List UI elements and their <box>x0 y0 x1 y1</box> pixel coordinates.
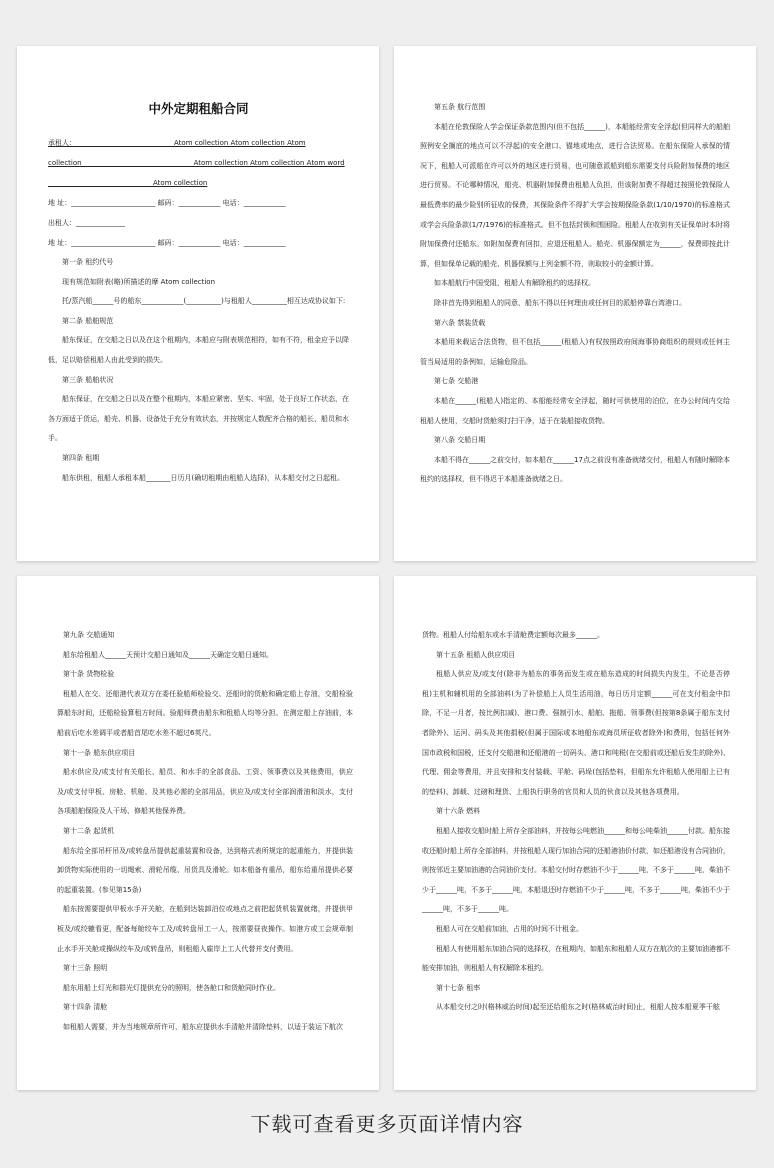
article-paragraph: 租船人供应及/或支付(除非为船东的事务而发生或在船东造成的时间损失内发生，不论是否停租)主机和辅机用的全部油料(为了补偿船上人员生活用油，每日历月定额______可在支付租金中扣除，不足一月者，按比例扣减)、港口费、强制引水、船舶、拖船、领事费(但按第8条属于船东支付者除外)、运河、码头及其他捐税(但属于国际或本地船东或海员所征收者除外)和费用，包括任何外国市政税和国税，还支付交船港和还船港的一切码头、港口和吨税(在交船前或还船后发生的除外)、代理、佣金等费用，并且安排和支付装载、平舱、码垛(包括垫料，但船东允许租船人使用船上已有的垫料)、卸载、过磅和理货、上船执行职务的官员和人员的伙食以及其他各项费用。 <box>422 670 730 796</box>
article-heading: 第四条 租期 <box>62 453 100 462</box>
page-1-body <box>48 253 349 488</box>
article-paragraph: 船东给全部吊杆吊及/或转盘吊提供起重装置和设备，达到格式表所规定的起重能力，并提供装卸货物实际使用的一切绳索、滑轮吊缆、吊货具及滑轮。如本船备有重吊，船东给重吊提供必要的起重装置。(参见第15条) <box>57 846 353 894</box>
article-heading: 第十二条 起货机 <box>63 826 115 835</box>
contract-page-2 <box>394 46 756 561</box>
article-paragraph: 船东用船上灯光和群光灯提供充分的照明，使各舱口和货舱同时作业。 <box>63 983 280 992</box>
lessee-line-cont2: ______________________________Atom collection <box>48 179 208 187</box>
article-paragraph: 船东给租船人______天预计交船日通知及______天确定交船日通知。 <box>63 650 273 659</box>
article-paragraph: 本船不得在______之前交付，如本船在______17点之前没有准备就绪交付，租船人有随时解除本租约的选择权，但不得迟于本船准备就绪之日。 <box>420 455 730 484</box>
article-paragraph: 租船人在交、还船港代表双方在委任验船师检验交、还船时的货舱和确定船上存油，交船检验算船东时间，还船检验算租方时间。验船师费由船东和租船人均等分担。在测定船上存油前，本船前后吃水差调平或者船首尾吃水差不超过6英尺。 <box>57 689 353 737</box>
lessor-line: 出租人：______________ <box>48 219 125 227</box>
page-2-body <box>420 98 730 490</box>
article-heading: 第六条 禁装货载 <box>434 318 486 327</box>
article-paragraph: 如租船人需要，并为当地规章所许可，船东应提供水手清舱并清除垫料，以适于装运下航次 <box>63 1022 343 1031</box>
article-heading: 第二条 船舶规范 <box>62 316 114 325</box>
download-more-banner[interactable]: 下载可查看更多页面详情内容 <box>250 1112 524 1136</box>
article-paragraph: 船水供应及/或支付有关船长、船员、和水手的全部食品、工资、领事费以及其他费用，供应及/或支付甲板、房舱、机舱、及其他必需的全部用品，供应及/或支付全部润滑油和淡水，支付各项船舶保险及人干场、修船其他保养费。 <box>57 768 353 816</box>
article-paragraph: 除非首先得到租船人的同意，船东不得以任何理由或任何目的派船停靠台湾港口。 <box>434 298 686 307</box>
lessee-line: 承租人：____________________________Atom collection Atom collection Atom <box>48 139 306 147</box>
contract-page-1 <box>17 46 379 561</box>
article-paragraph: 租船人有使用船东加油合同的选择权，在租期内，如船东和租船人双方在航次的主要加油港都不能安排加油，则租船人有权解除本租约。 <box>422 944 730 973</box>
article-heading: 第八条 交船日期 <box>434 436 486 445</box>
document-title: 中外定期租船合同 <box>148 101 249 116</box>
article-paragraph: 托/蒸汽船______号的船东____________(__________)与租船人__________相互达成协议如下: <box>62 297 346 306</box>
lessor-address-line: 地 址：________________________ 邮码：____________ 电话：____________ <box>48 239 286 247</box>
article-heading: 第十三条 照明 <box>63 964 108 973</box>
article-paragraph: 租船人接收交船时船上所存全部油料，并按每公吨燃油______和每公吨柴油______付款。船东接收还船时船上所存全部油料，并按租船人现行加油合同的还船港油价付款，如还船港没有合同油价，则按邻近主要加油港的合同油价支付。本船交付时存燃油不少于______吨，不多于______吨，柴油不少于______吨，不多于______吨，本船退还时存燃油不少于______吨，不多于______吨，柴油不少于______吨，不多于______吨。 <box>422 826 730 914</box>
contract-page-3 <box>17 576 379 1090</box>
article-heading: 第九条 交船通知 <box>63 631 115 639</box>
article-heading: 第十一条 船东供应项目 <box>63 748 136 757</box>
article-heading: 第五条 航行范围 <box>434 103 486 111</box>
article-paragraph: 货物。租船人付给船东或水手清舱费定额每次最多______。 <box>422 631 604 639</box>
lessee-line-cont: collection________________________________Atom collection Atom collection Atom word <box>48 159 345 167</box>
article-heading: 第十七条 租率 <box>436 983 481 992</box>
article-paragraph: 船东保证，在交船之日以及在整个租期内，本船应紧密、坚实、牢固，处于良好工作状态，在各方面适于货运，船壳、机器、设备处于充分有效状态，并按规定人数配齐合格的船长、船员和水手。 <box>48 395 349 443</box>
article-paragraph: 本船在______(租船人)指定的、本船能经常安全浮起，随时可供使用的泊位，在办公时间内交给租船人使用，交船时货舱须打扫干净，适于在装船接收货物。 <box>420 396 730 425</box>
article-paragraph: 船东保证，在交船之日以及在这个租期内，本船应与附表规范相符，如有不符，租金应予以降低，足以赔偿租船人由此受到的损失。 <box>48 336 349 364</box>
page-3-body <box>57 626 353 1037</box>
article-paragraph: 租船人可在交船前加油，占用的时间不计租金。 <box>436 924 583 933</box>
article-paragraph: 本船用来载运合法货物，但不包括______(租船人)有权按照政府间海事协商组织的规则或任何主管当局适用的条例如，运输危险品。 <box>420 338 730 366</box>
article-paragraph: 现有规范如附表(略)所描述的摩 Atom collection <box>62 277 216 286</box>
article-heading: 第三条 船舶状况 <box>62 375 114 384</box>
lessee-address-line: 地 址：________________________ 邮码：____________ 电话：____________ <box>48 199 286 207</box>
article-heading: 第十五条 租船人供应项目 <box>436 650 516 659</box>
article-heading: 第十条 货物检验 <box>63 670 115 679</box>
article-heading: 第十四条 清舱 <box>63 1003 108 1012</box>
article-paragraph: 船东按需要提供甲板水手开关舱，在船到达装卸泊位或地点之前把起货机装置就绪，并提供甲板及/或绞辘看更，配备每舱绞车工及/或转盘吊工一人，按需要昼夜操作。如港方或工会规章制止水手开关舱或操纵绞车及/或转盘吊，则租船人雇岸上工人代替并支付费用。 <box>57 905 353 953</box>
contract-page-4 <box>394 576 756 1090</box>
article-heading: 第一条 租约代号 <box>62 258 114 266</box>
article-paragraph: 船东供租，租船人承租本船_______日历月(确切租期由租船人选择)，从本船交付之日起租。 <box>62 473 344 482</box>
article-paragraph: 从本船交付之时(格林威治时间)起至还给船东之时(格林威治时间)止，租船人按本船夏季干舷 <box>436 1003 720 1012</box>
article-paragraph: 本船在伦敦保险人学会保证条款范围内(但不包括______)，本船能经常安全浮起(但同样大的船舶照例安全搁底的地点可以不浮起)的安全港口、锚地或地点，进行合法贸易。在船东保险人承保的情况下，租船人可派船在许可以外的地区进行贸易，也可随意派船到船东需要支付兵险附加保费的地区进行贸易。不论哪种情况，船壳、机器附加保费由租船人负担，但该附加费不得超过按照伦敦保险人最低费率的最少险别所征收的保费，其保险条件不得扩大学会按期保险条款(1/10/1970)的标准格式或学会兵险条款(1/7/1976)的标准格式。但不包括封锁和围困险。租船人在收到有关证保单时本时将附加保费付还船东。如附加保费有回扣，应退还租船人。船壳、机器保额定为______，保费即按此计算，但如保单记载的船壳、机器保额与上列金额不符，则取较小的金额计算。 <box>420 122 730 268</box>
article-heading: 第十六条 燃料 <box>436 807 481 816</box>
article-paragraph: 如本船航行中国受阻，租船人有解除租约的选择权。 <box>434 279 595 288</box>
page-4-body <box>422 626 730 1018</box>
article-heading: 第七条 交船港 <box>434 377 479 386</box>
